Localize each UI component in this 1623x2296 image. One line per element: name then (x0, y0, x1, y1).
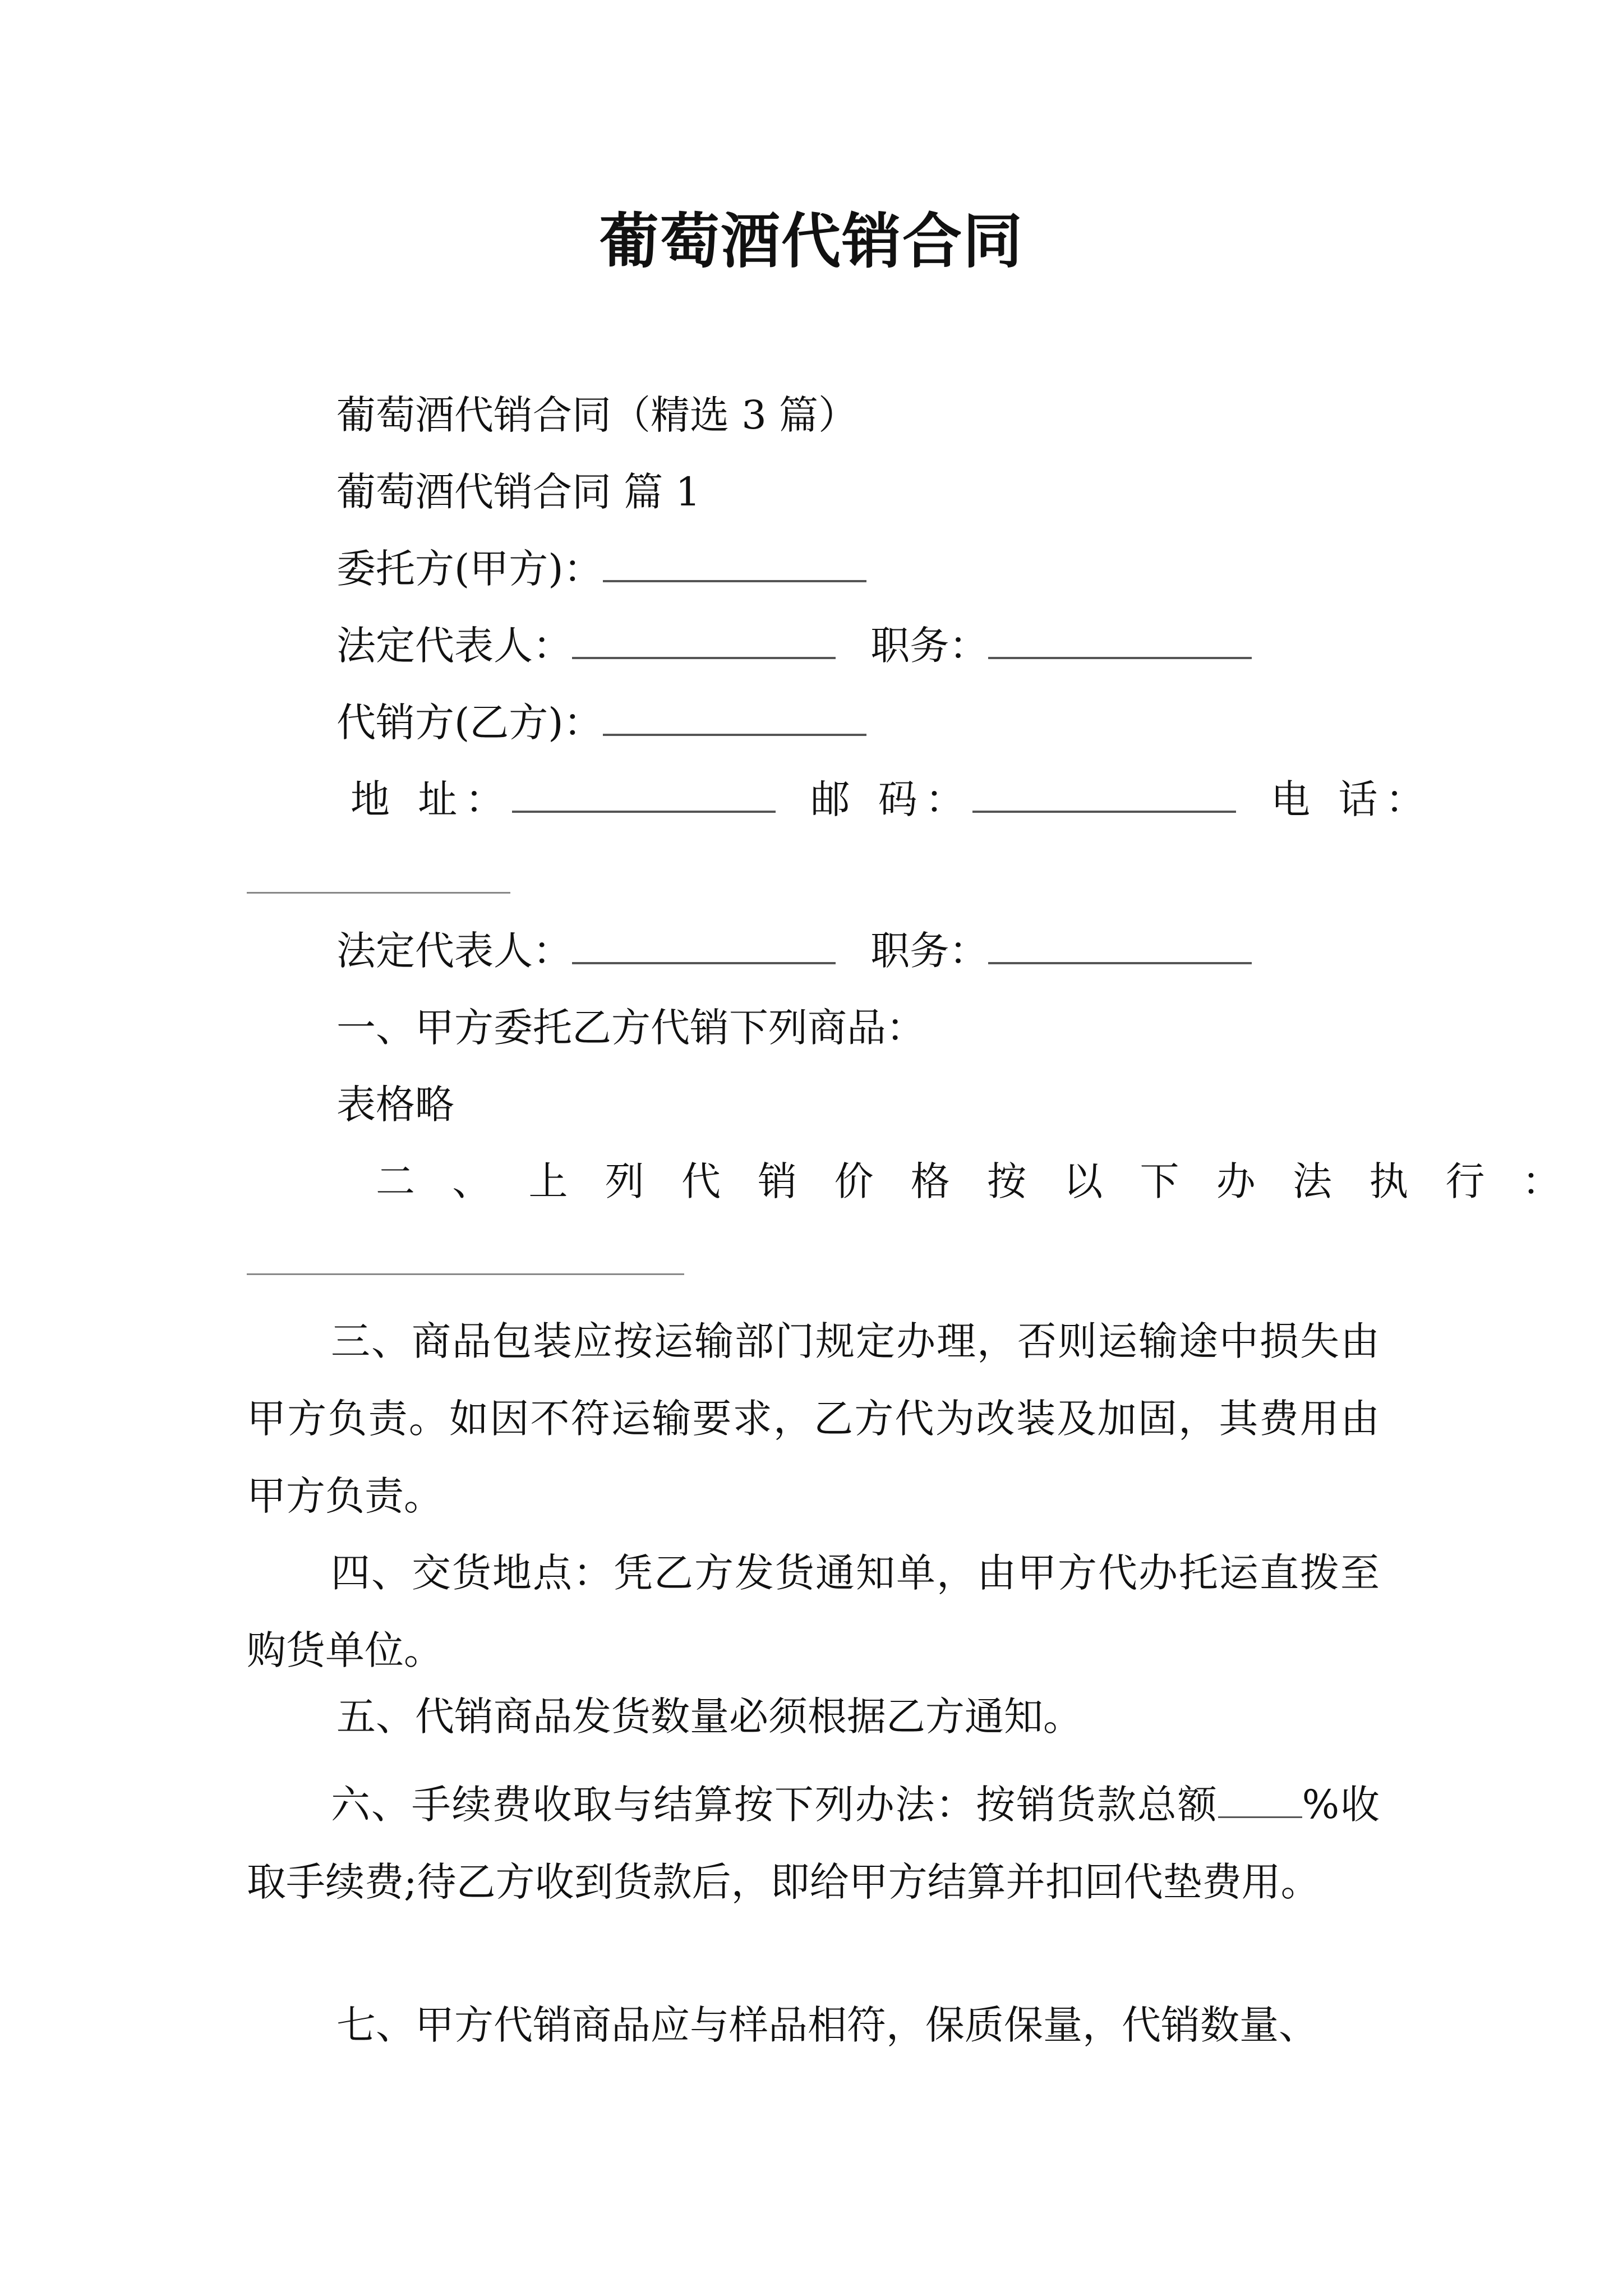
legal-rep-label: 法定代表人： (336, 623, 572, 669)
clause-6 (247, 1766, 1380, 1921)
party-a-line (336, 541, 866, 597)
clause-2-blank (247, 1273, 684, 1275)
party-b-line (336, 694, 866, 751)
clause-7: 七、甲方代销商品应与样品相符，保质保量，代销数量、 (336, 2002, 1318, 2048)
position-label: 职务： (870, 623, 989, 669)
legal-rep-blank-2 (572, 960, 836, 964)
clause-3: 三、商品包装应按运输部门规定办理，否则运输途中损失由甲方负责。如因不符运输要求，乙方代为改装及加固，其费用由甲方负责。 (247, 1318, 1380, 1519)
party-a-blank (603, 578, 866, 582)
address-label: 地 址： (351, 776, 513, 822)
position-blank-2 (988, 960, 1252, 964)
party-b-blank (603, 731, 866, 736)
party-b-label: 代销方(乙方)： (336, 700, 603, 746)
phone-label: 电 话： (1271, 776, 1433, 822)
clause-5: 五、代销商品发货数量必须根据乙方通知。 (336, 1694, 1082, 1740)
position-blank (988, 655, 1252, 659)
part-heading: 葡萄酒代销合同 篇 1 (336, 469, 701, 515)
address-blank (512, 808, 776, 813)
clause-2: 二 、 上 列 代 销 价 格 按 以 下 办 法 执 行 ： (376, 1158, 1574, 1204)
clause-6-part-c: 收取手续费;待乙方收到货款后，即给甲方结算并扣回代垫费用。 (247, 1782, 1380, 1905)
fee-percent-blank (1218, 1814, 1302, 1818)
legal-rep-line (336, 618, 1252, 674)
position-label-2: 职务： (870, 928, 989, 974)
legal-rep-blank (572, 655, 836, 659)
clause-6-percent-sign: % (1302, 1782, 1340, 1828)
party-a-label: 委托方(甲方)： (336, 546, 603, 592)
clause-4: 四、交货地点：凭乙方发货通知单，由甲方代办托运直拨至购货单位。 (247, 1550, 1380, 1673)
postcode-label: 邮 码： (810, 776, 972, 822)
phone-blank (247, 892, 510, 894)
contact-line (351, 771, 1432, 827)
table-note: 表格略 (336, 1082, 454, 1128)
legal-rep-label-2: 法定代表人： (336, 928, 572, 974)
clause-6-part-a: 六、手续费收取与结算按下列办法：按销货款总额 (331, 1782, 1218, 1828)
subtitle: 葡萄酒代销合同（精选 3 篇） (336, 392, 858, 438)
document-title: 葡萄酒代销合同 (600, 206, 1023, 276)
legal-rep-line-2 (336, 923, 1252, 979)
clause-1: 一、甲方委托乙方代销下列商品： (336, 1005, 925, 1051)
postcode-blank (972, 808, 1236, 813)
